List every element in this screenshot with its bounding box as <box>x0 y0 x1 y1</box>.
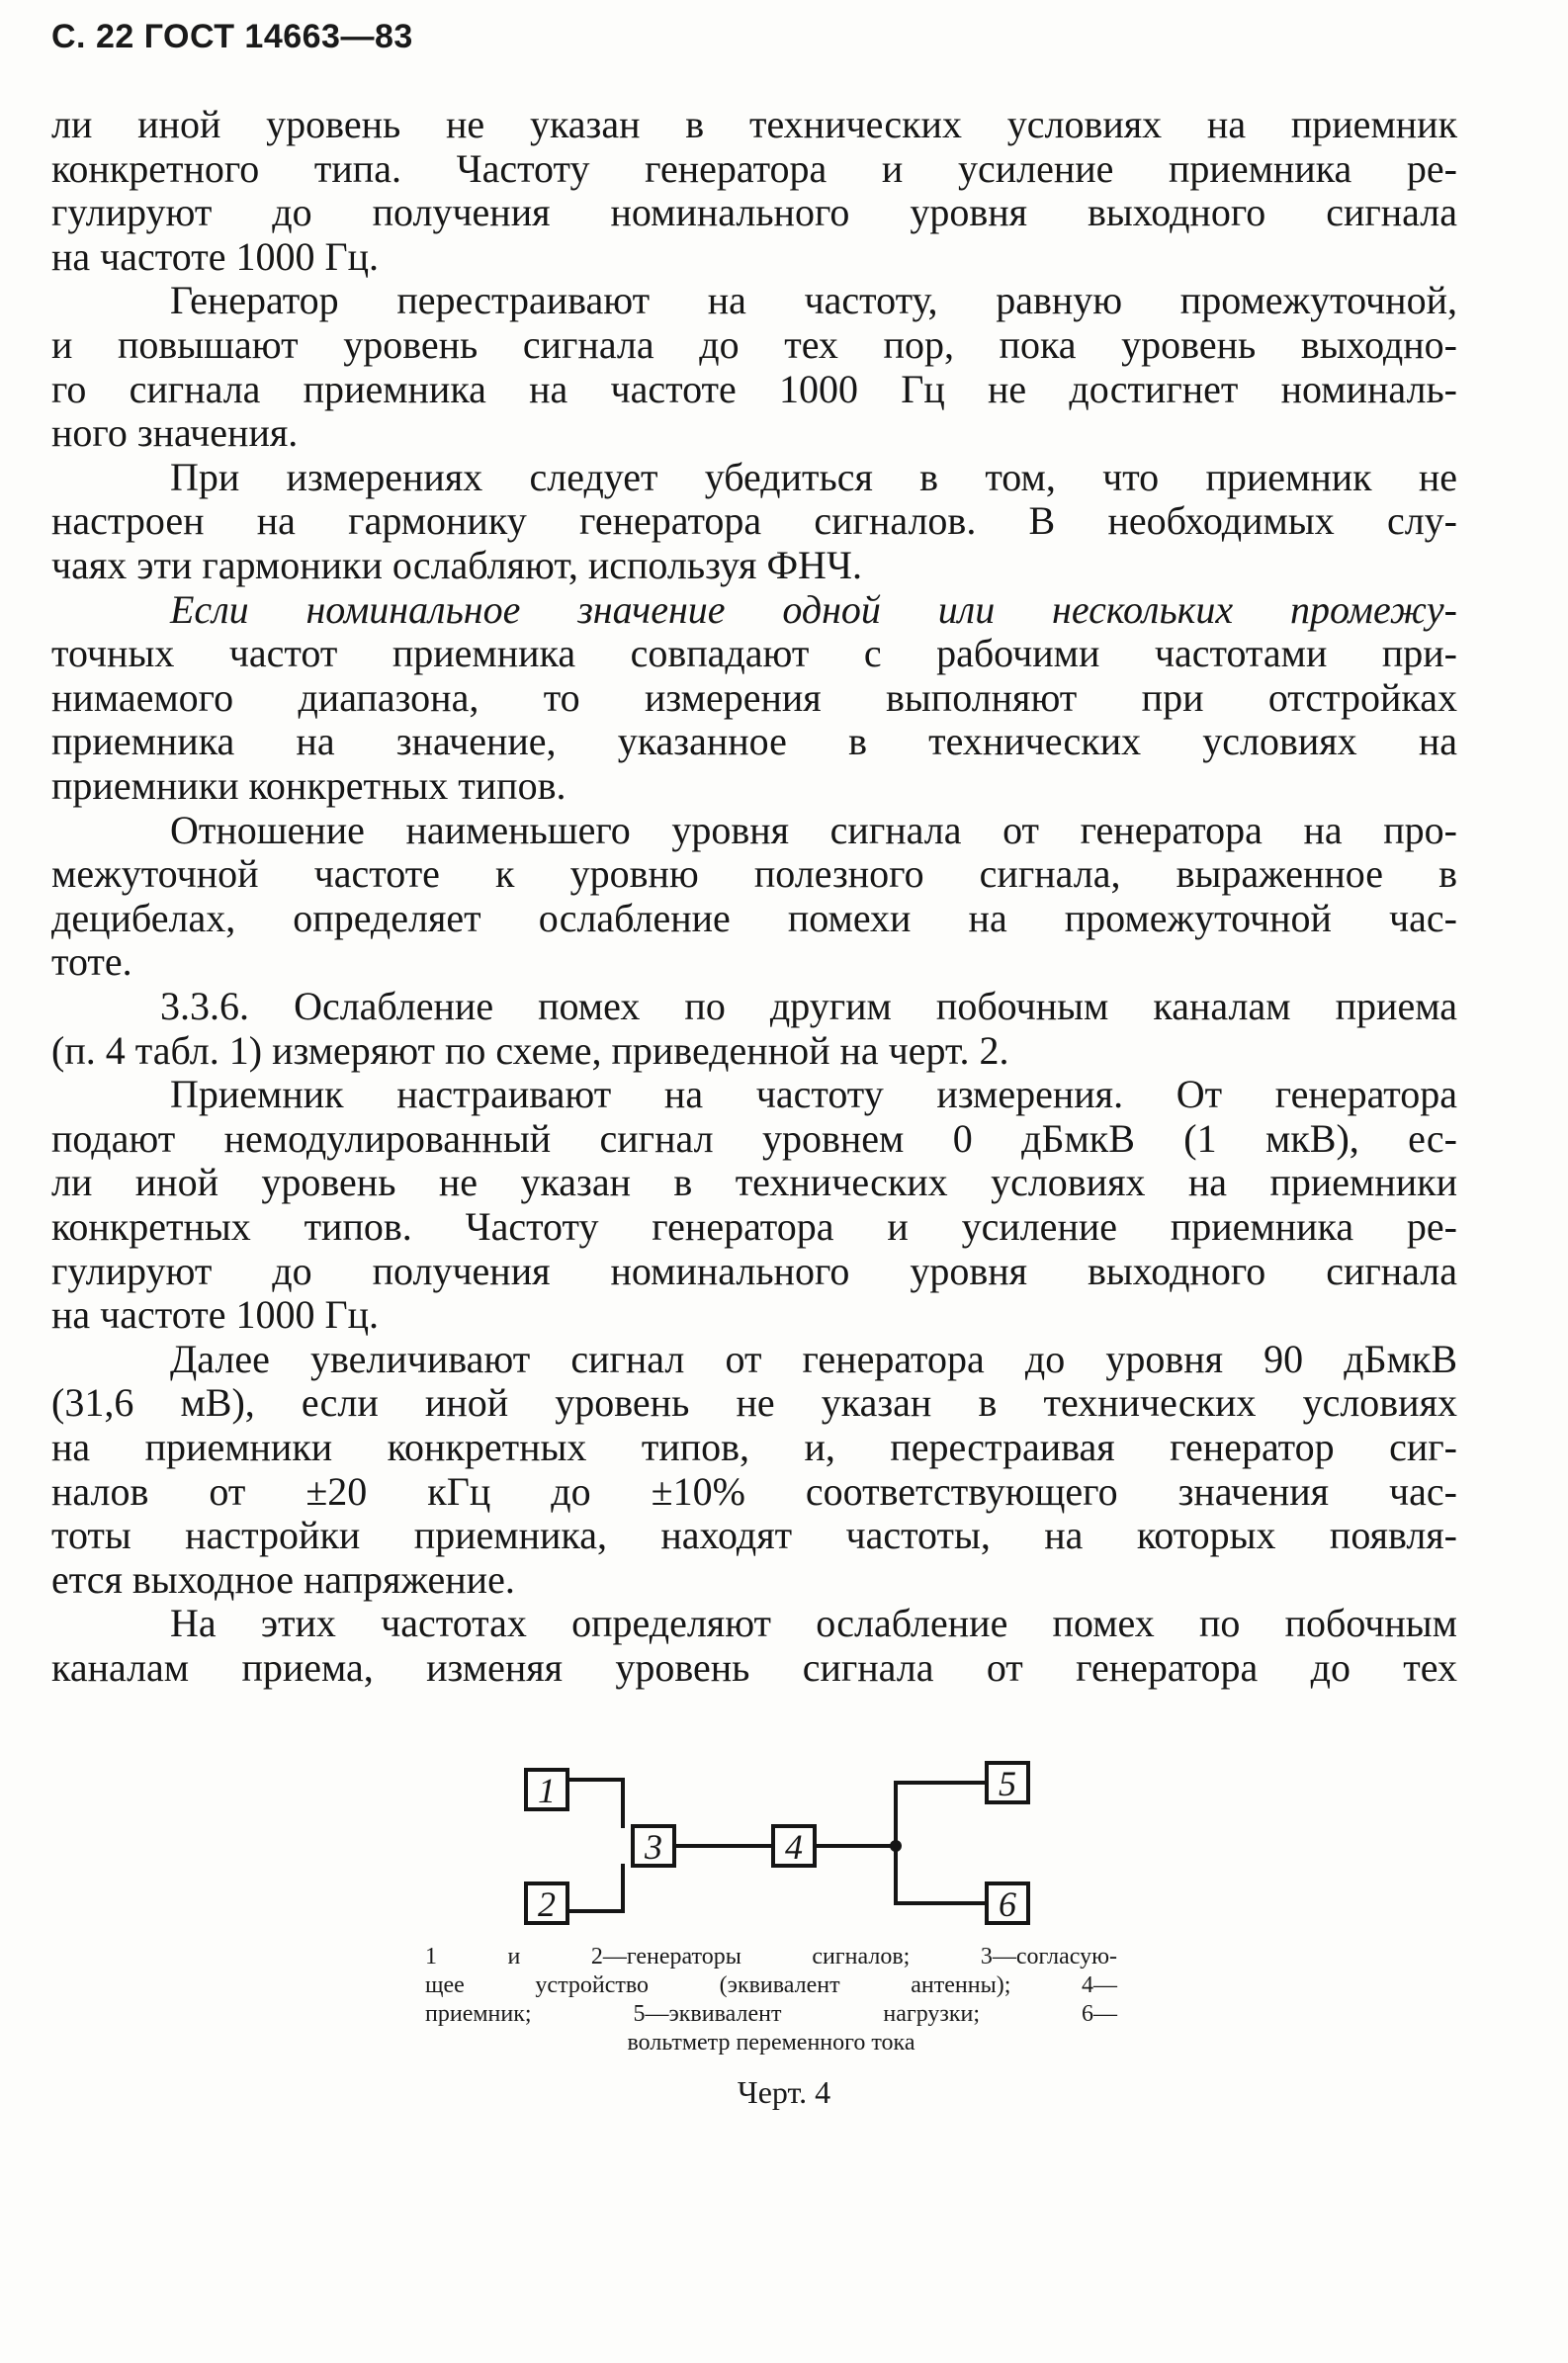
text-line: децибелах, определяет ослабление помехи на промежуточной час- <box>51 895 1457 940</box>
block-5-label: 5 <box>999 1764 1016 1803</box>
text-line: Приемник настраивают на частоту измерения. От генератора <box>170 1072 1457 1117</box>
caption-line: 1 и 2—генераторы сигналов; 3—согласую- <box>425 1944 1117 1969</box>
text-line: приемника на значение, указанное в технических условиях на <box>51 719 1457 764</box>
page-header: С. 22 ГОСТ 14663—83 <box>51 18 413 55</box>
wire-junction-5 <box>896 1783 987 1846</box>
text-line: на частоте 1000 Гц. <box>51 1292 379 1338</box>
text-line: 3.3.6. Ослабление помех по другим побочным каналам приема <box>160 984 1457 1028</box>
text-line: (п. 4 табл. 1) измеряют по схеме, приведенной на черт. 2. <box>51 1027 1009 1073</box>
block-diagram-svg <box>514 1745 1068 1943</box>
text-line: (31,6 мВ), если иной уровень не указан в технических условиях <box>51 1380 1457 1426</box>
text-line: точных частот приемника совпадают с рабочими частотами при- <box>51 631 1457 676</box>
text-line: Генератор перестраивают на частоту, равную промежуточной, <box>170 278 1457 323</box>
text-line: При измерениях следует убедиться в том, что приемник не <box>170 454 1457 499</box>
block-4-label: 4 <box>785 1827 803 1867</box>
text-line: чаях эти гармоники ослабляют, используя ФНЧ. <box>51 543 862 587</box>
text-line: Если номинальное значение одной или нескольких промежу- <box>170 586 1457 632</box>
block-3-label: 3 <box>645 1827 662 1867</box>
text-line: ли иной уровень не указан в технических условиях на приемники <box>51 1160 1457 1205</box>
text-line: и повышают уровень сигнала до тех пор, пока уровень выходно- <box>51 322 1457 367</box>
text-line: тоты настройки приемника, находят частоты, на которых появля- <box>51 1513 1457 1558</box>
text-line: ли иной уровень не указан в технических условиях на приемник <box>51 102 1457 146</box>
wire-1-3 <box>567 1780 623 1826</box>
text-line: ного значения. <box>51 410 299 456</box>
text-line: гулируют до получения номинального уровня выходного сигнала <box>51 1248 1457 1293</box>
text-line: На этих частотах определяют ослабление помех по побочным <box>170 1601 1457 1646</box>
text-line: гулируют до получения номинального уровня выходного сигнала <box>51 190 1457 235</box>
text-line: на приемники конкретных типов, и, перестраивая генератор сиг- <box>51 1425 1457 1469</box>
text-line: конкретных типов. Частоту генератора и усиление приемника ре- <box>51 1204 1457 1249</box>
text-line: подают немодулированный сигнал уровнем 0 дБмкВ (1 мкВ), ес- <box>51 1115 1457 1161</box>
text-line: межуточной частоте к уровню полезного сигнала, выраженное в <box>51 851 1457 897</box>
text-line: ется выходное напряжение. <box>51 1556 515 1602</box>
wire-2-3 <box>567 1866 623 1911</box>
text-line: нимаемого диапазона, то измерения выполняют при отстройках <box>51 674 1457 720</box>
text-line: конкретного типа. Частоту генератора и усиление приемника ре- <box>51 145 1457 191</box>
text-line: налов от ±20 кГц до ±10% соответствующего значения час- <box>51 1468 1457 1514</box>
text-line: каналам приема, изменяя уровень сигнала от генератора до тех <box>51 1645 1457 1690</box>
wire-junction-6 <box>896 1846 987 1903</box>
text-line: тоте. <box>51 939 132 985</box>
text-line: настроен на гармонику генератора сигналов. В необходимых слу- <box>51 498 1457 544</box>
block-6-label: 6 <box>999 1884 1016 1924</box>
text-line: го сигнала приемника на частоте 1000 Гц не достигнет номиналь- <box>51 366 1457 411</box>
caption-line: вольтметр переменного тока <box>627 2030 915 2056</box>
figure-title: Черт. 4 <box>737 2074 831 2110</box>
figure-caption <box>425 1943 1117 2057</box>
caption-line: щее устройство (эквивалент антенны); 4— <box>425 1972 1117 1998</box>
junction-dot <box>890 1840 902 1852</box>
caption-line: приемник; 5—эквивалент нагрузки; 6— <box>425 2001 1117 2027</box>
block-1-label: 1 <box>538 1771 556 1810</box>
text-line: Далее увеличивают сигнал от генератора до уровня 90 дБмкВ <box>170 1336 1457 1381</box>
text-line: Отношение наименьшего уровня сигнала от генератора на про- <box>170 807 1457 852</box>
block-2-label: 2 <box>538 1884 556 1924</box>
text-line: на частоте 1000 Гц. <box>51 233 379 279</box>
text-line: приемники конкретных типов. <box>51 763 566 808</box>
